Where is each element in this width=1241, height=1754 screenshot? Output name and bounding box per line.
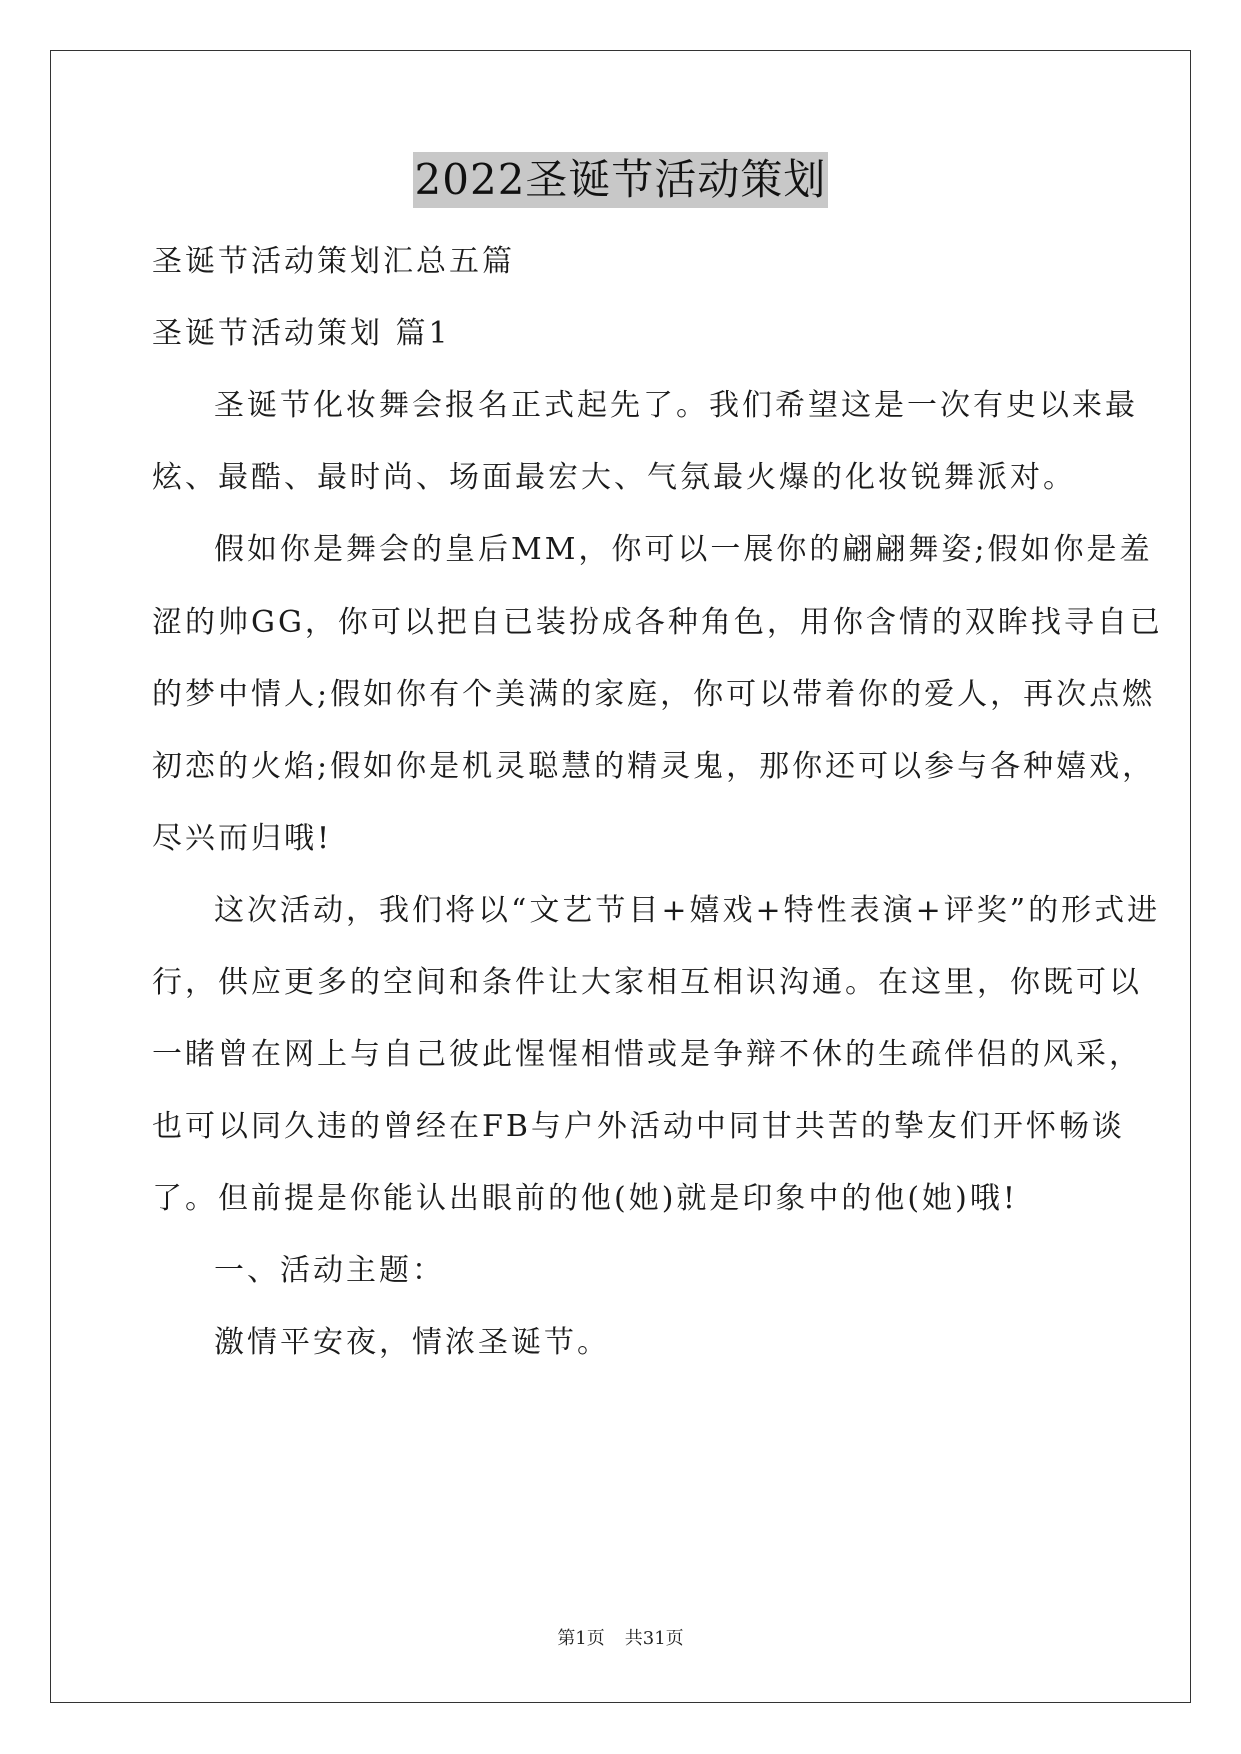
paragraph-line: 尽兴而归哦! xyxy=(152,821,333,856)
subtitle-line: 圣诞节活动策划汇总五篇 xyxy=(152,244,515,279)
paragraph-line: 圣诞节化妆舞会报名正式起先了。我们希望这是一次有史以来最 xyxy=(214,388,1138,423)
paragraph-line: 一睹曾在网上与自己彼此惺惺相惜或是争辩不休的生疏伴侣的风采， xyxy=(152,1037,1142,1072)
paragraph-line: 涩的帅GG，你可以把自已装扮成各种角色，用你含情的双眸找寻自已 xyxy=(152,605,1163,640)
paragraph-line: 炫、最酷、最时尚、场面最宏大、气氛最火爆的化妆锐舞派对。 xyxy=(152,460,1076,495)
page-border xyxy=(50,50,1191,1703)
paragraph-line: 了。但前提是你能认出眼前的他(她)就是印象中的他(她)哦! xyxy=(152,1181,1018,1216)
page-total: 共31页 xyxy=(624,1628,684,1649)
page-number: 第1页 xyxy=(557,1628,605,1649)
paragraph-line: 初恋的火焰;假如你是机灵聪慧的精灵鬼，那你还可以参与各种嬉戏， xyxy=(152,749,1156,784)
page-footer xyxy=(0,1627,1241,1651)
paragraph-line: 激情平安夜，情浓圣诞节。 xyxy=(214,1325,610,1360)
paragraph-line: 的梦中情人;假如你有个美满的家庭，你可以带着你的爱人，再次点燃 xyxy=(152,677,1156,712)
section-heading: 圣诞节活动策划 篇1 xyxy=(152,316,451,351)
paragraph-line: 也可以同久违的曾经在FB与户外活动中同甘共苦的挚友们开怀畅谈 xyxy=(152,1109,1125,1144)
title-container xyxy=(0,152,1241,208)
paragraph-line: 假如你是舞会的皇后MM，你可以一展你的翩翩舞姿;假如你是羞 xyxy=(214,532,1153,567)
list-heading: 一、活动主题： xyxy=(214,1253,445,1288)
paragraph-line: 行，供应更多的空间和条件让大家相互相识沟通。在这里，你既可以 xyxy=(152,965,1142,1000)
document-title: 2022圣诞节活动策划 xyxy=(413,152,829,208)
paragraph-line: 这次活动，我们将以“文艺节目+嬉戏+特性表演+评奖”的形式进 xyxy=(214,893,1161,928)
